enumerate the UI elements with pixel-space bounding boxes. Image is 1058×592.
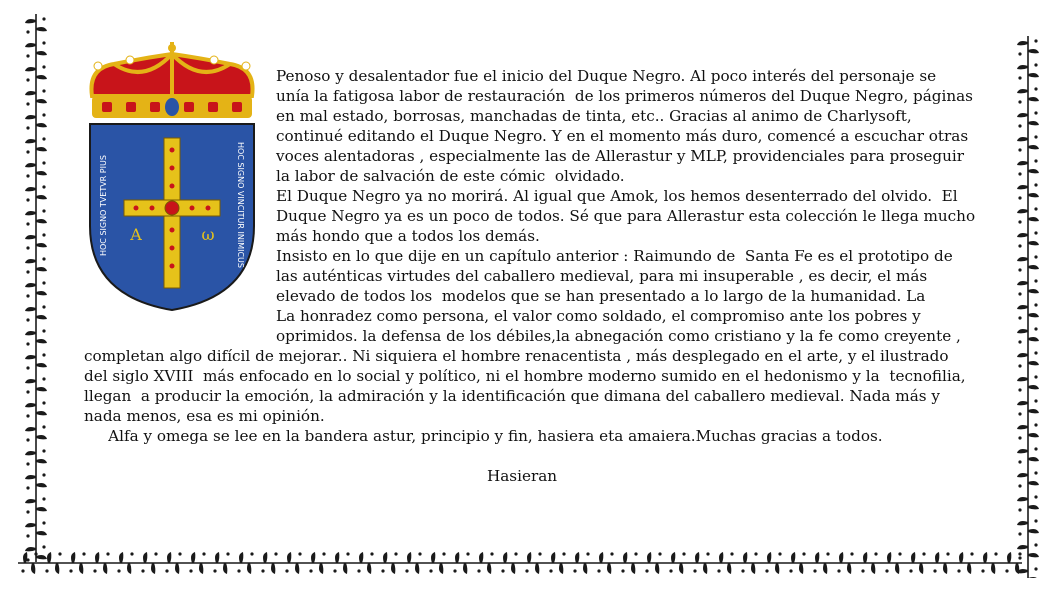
vine-leaf-icon bbox=[354, 552, 378, 574]
vine-leaf-icon bbox=[858, 552, 882, 574]
vine-leaf-icon bbox=[498, 552, 522, 574]
vine-leaf-icon bbox=[25, 326, 47, 350]
text-line: unía la fatigosa labor de restauración de los primeros números del Duque Negro, páginas bbox=[276, 87, 973, 105]
crown-icon bbox=[91, 42, 252, 118]
vine-leaf-icon bbox=[186, 552, 210, 574]
text-line: completan algo difícil de mejorar.. Ni siquiera el hombre renacentista , más desplegado en el arte, y el ilustrado bbox=[84, 347, 949, 365]
vine-leaf-icon bbox=[25, 422, 47, 446]
text-line: nada menos, esa es mi opinión. bbox=[84, 407, 325, 425]
vine-leaf-icon bbox=[1017, 396, 1039, 420]
vine-leaf-icon bbox=[25, 206, 47, 230]
vine-leaf-icon bbox=[1017, 468, 1039, 492]
vine-leaf-icon bbox=[474, 552, 498, 574]
vine-leaf-icon bbox=[1017, 180, 1039, 204]
vine-leaf-icon bbox=[25, 182, 47, 206]
text-line: del siglo XVIII más enfocado en lo social y político, ni el hombre moderno sumido en el hedonismo y la tecnofilia, bbox=[84, 367, 966, 385]
vine-leaf-icon bbox=[25, 518, 47, 542]
text-line: elevado de todos los modelos que se han presentado a lo largo de la humanidad. La bbox=[276, 287, 926, 305]
vine-leaf-icon bbox=[1017, 420, 1039, 444]
vine-leaf-icon bbox=[882, 552, 906, 574]
vine-leaf-icon bbox=[1002, 552, 1022, 574]
right-motto: HOC SIGNO VINCITUR INIMICUS bbox=[236, 142, 245, 268]
vine-leaf-icon bbox=[25, 14, 47, 38]
text-line: más hondo que a todos los demás. bbox=[276, 227, 540, 245]
vine-leaf-icon bbox=[66, 552, 90, 574]
vine-leaf-icon bbox=[786, 552, 810, 574]
vine-leaf-icon bbox=[25, 350, 47, 374]
vine-leaf-icon bbox=[1017, 372, 1039, 396]
text-line: La honradez como persona, el valor como soldado, el compromiso ante los pobres y bbox=[276, 307, 921, 325]
text-line: en mal estado, borrosas, manchadas de tinta, etc.. Gracias al animo de Charlysoft, bbox=[276, 107, 912, 125]
vine-leaf-icon bbox=[1017, 492, 1039, 516]
text-line: continué editando el Duque Negro. Y en el momento más duro, comencé a escuchar otras bbox=[276, 127, 969, 145]
vine-leaf-icon bbox=[90, 552, 114, 574]
right-vine-border bbox=[1014, 36, 1042, 578]
vine-leaf-icon bbox=[162, 552, 186, 574]
vine-leaf-icon bbox=[546, 552, 570, 574]
vine-leaf-icon bbox=[594, 552, 618, 574]
vine-leaf-icon bbox=[25, 110, 47, 134]
vine-leaf-icon bbox=[1017, 108, 1039, 132]
vine-leaf-icon bbox=[114, 552, 138, 574]
vine-leaf-icon bbox=[1017, 84, 1039, 108]
vine-leaf-icon bbox=[1017, 156, 1039, 180]
signature: Hasieran bbox=[487, 467, 558, 485]
vine-leaf-icon bbox=[25, 278, 47, 302]
text-line: Duque Negro ya es un poco de todos. Sé que para Allerastur esta colección le llega mucho bbox=[276, 207, 976, 225]
article-body-full-width bbox=[84, 346, 966, 446]
text-line: El Duque Negro ya no morirá. Al igual que Amok, los hemos desenterrado del olvido. El bbox=[276, 187, 958, 205]
vine-leaf-icon bbox=[426, 552, 450, 574]
vine-leaf-icon bbox=[25, 494, 47, 518]
vine-leaf-icon bbox=[25, 374, 47, 398]
vine-leaf-icon bbox=[642, 552, 666, 574]
vine-leaf-icon bbox=[402, 552, 426, 574]
vine-leaf-icon bbox=[1017, 252, 1039, 276]
vine-leaf-icon bbox=[762, 552, 786, 574]
vine-leaf-icon bbox=[978, 552, 1002, 574]
article-body-beside-crest bbox=[276, 66, 975, 346]
vine-leaf-icon bbox=[378, 552, 402, 574]
vine-leaf-icon bbox=[450, 552, 474, 574]
vine-leaf-icon bbox=[25, 62, 47, 86]
vine-leaf-icon bbox=[738, 552, 762, 574]
vine-leaf-icon bbox=[1017, 516, 1039, 540]
vine-leaf-icon bbox=[522, 552, 546, 574]
vine-leaf-icon bbox=[210, 552, 234, 574]
vine-leaf-icon bbox=[1017, 300, 1039, 324]
vine-leaf-icon bbox=[1017, 444, 1039, 468]
vine-leaf-icon bbox=[18, 552, 42, 574]
vine-leaf-icon bbox=[25, 446, 47, 470]
text-line: la labor de salvación de este cómic olvidado. bbox=[276, 167, 625, 185]
text-line: llegan a producir la emoción, la admiración y la identificación que dimana del caballero medieval. Nada más y bbox=[84, 387, 940, 405]
vine-leaf-icon bbox=[306, 552, 330, 574]
bottom-vine-border bbox=[18, 548, 1022, 578]
vine-leaf-icon bbox=[25, 134, 47, 158]
text-line: Penoso y desalentador fue el inicio del Duque Negro. Al poco interés del personaje se bbox=[276, 67, 937, 85]
vine-leaf-icon bbox=[330, 552, 354, 574]
vine-leaf-icon bbox=[1017, 132, 1039, 156]
vine-leaf-icon bbox=[834, 552, 858, 574]
vine-leaf-icon bbox=[906, 552, 930, 574]
vine-leaf-icon bbox=[25, 398, 47, 422]
vine-leaf-icon bbox=[1017, 60, 1039, 84]
text-line: las auténticas virtudes del caballero medieval, para mi insuperable , es decir, el más bbox=[276, 267, 928, 285]
vine-leaf-icon bbox=[25, 302, 47, 326]
vine-leaf-icon bbox=[1017, 276, 1039, 300]
vine-leaf-icon bbox=[1017, 228, 1039, 252]
vine-leaf-icon bbox=[666, 552, 690, 574]
vine-leaf-icon bbox=[282, 552, 306, 574]
left-motto: HOC SIGNO TVETVR PIUS bbox=[99, 155, 108, 256]
vine-leaf-icon bbox=[258, 552, 282, 574]
alpha-letter: A bbox=[130, 225, 142, 244]
vine-leaf-icon bbox=[810, 552, 834, 574]
text-line: oprimidos. la defensa de los débiles,la abnegación como cristiano y la fe como creyente , bbox=[276, 327, 961, 345]
text-line: Alfa y omega se lee en la bandera astur, principio y fin, hasiera eta amaiera.Muchas gracias a todos. bbox=[84, 427, 883, 445]
vine-leaf-icon bbox=[42, 552, 66, 574]
text-line: Insisto en lo que dije en un capítulo anterior : Raimundo de Santa Fe es el prototipo de bbox=[276, 247, 953, 265]
vine-leaf-icon bbox=[138, 552, 162, 574]
omega-letter: ω bbox=[201, 225, 215, 244]
vine-leaf-icon bbox=[690, 552, 714, 574]
vine-leaf-icon bbox=[25, 254, 47, 278]
vine-leaf-icon bbox=[25, 86, 47, 110]
asturias-coat-of-arms bbox=[84, 38, 260, 312]
vine-leaf-icon bbox=[1017, 348, 1039, 372]
vine-leaf-icon bbox=[1017, 36, 1039, 60]
vine-leaf-icon bbox=[954, 552, 978, 574]
vine-leaf-icon bbox=[25, 38, 47, 62]
vine-leaf-icon bbox=[618, 552, 642, 574]
text-line: voces alentadoras , especialmente las de Allerastur y MLP, providenciales para proseguir bbox=[276, 147, 965, 165]
vine-leaf-icon bbox=[1017, 204, 1039, 228]
vine-leaf-icon bbox=[25, 470, 47, 494]
vine-leaf-icon bbox=[25, 230, 47, 254]
left-vine-border bbox=[22, 14, 50, 562]
vine-leaf-icon bbox=[234, 552, 258, 574]
vine-leaf-icon bbox=[1017, 324, 1039, 348]
vine-leaf-icon bbox=[570, 552, 594, 574]
vine-leaf-icon bbox=[930, 552, 954, 574]
vine-leaf-icon bbox=[25, 158, 47, 182]
vine-leaf-icon bbox=[714, 552, 738, 574]
